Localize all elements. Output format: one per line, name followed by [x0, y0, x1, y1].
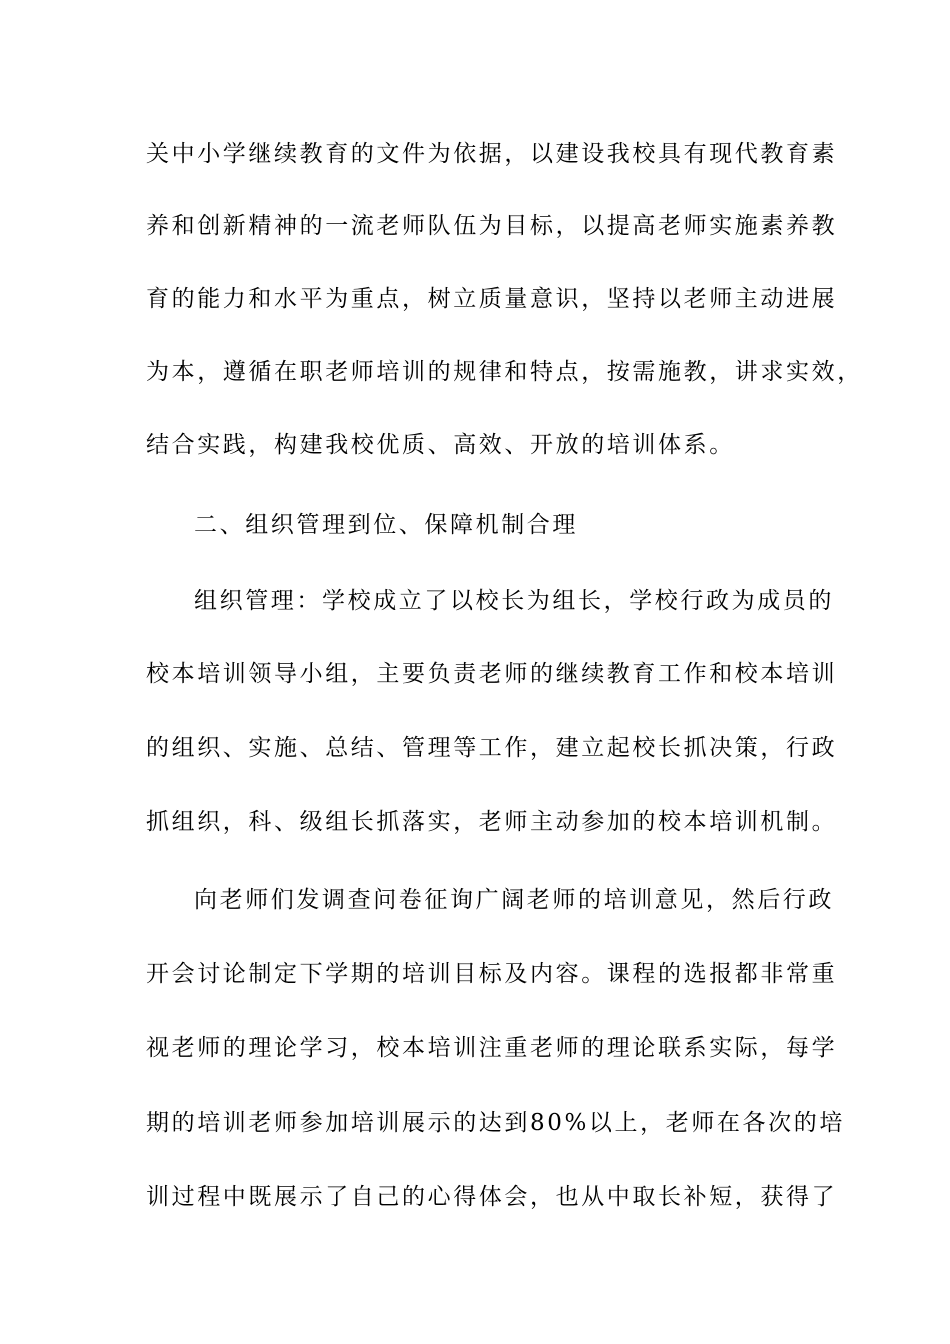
paragraph-line: 的组织、实施、总结、管理等工作，建立起校长抓决策，行政 [146, 735, 838, 761]
paragraph-line: 结合实践，构建我校优质、高效、开放的培训体系。 [146, 432, 735, 458]
paragraph-line: 组织管理：学校成立了以校长为组长，学校行政为成员的 [194, 588, 834, 614]
paragraph-line: 育的能力和水平为重点，树立质量意识，坚持以老师主动进展 [146, 286, 838, 312]
paragraph-line: 为本，遵循在职老师培训的规律和特点，按需施教，讲求实效， [146, 359, 863, 385]
paragraph-line: 视老师的理论学习，校本培训注重老师的理论联系实际，每学 [146, 1035, 838, 1061]
section-heading: 二、组织管理到位、保障机制合理 [194, 512, 578, 538]
paragraph-line: 校本培训领导小组，主要负责老师的继续教育工作和校本培训 [146, 661, 838, 687]
paragraph-line: 向老师们发调查问卷征询广阔老师的培训意见，然后行政 [194, 887, 834, 913]
paragraph-line: 抓组织，科、级组长抓落实，老师主动参加的校本培训机制。 [146, 809, 838, 835]
paragraph-line: 养和创新精神的一流老师队伍为目标，以提高老师实施素养教 [146, 213, 838, 239]
paragraph-line: 训过程中既展示了自己的心得体会，也从中取长补短，获得了 [146, 1184, 838, 1210]
paragraph-line: 关中小学继续教育的文件为依据，以建设我校具有现代教育素 [146, 141, 838, 167]
paragraph-line: 开会讨论制定下学期的培训目标及内容。课程的选报都非常重 [146, 961, 838, 987]
paragraph-line: 期的培训老师参加培训展示的达到80%以上，老师在各次的培 [146, 1110, 845, 1136]
